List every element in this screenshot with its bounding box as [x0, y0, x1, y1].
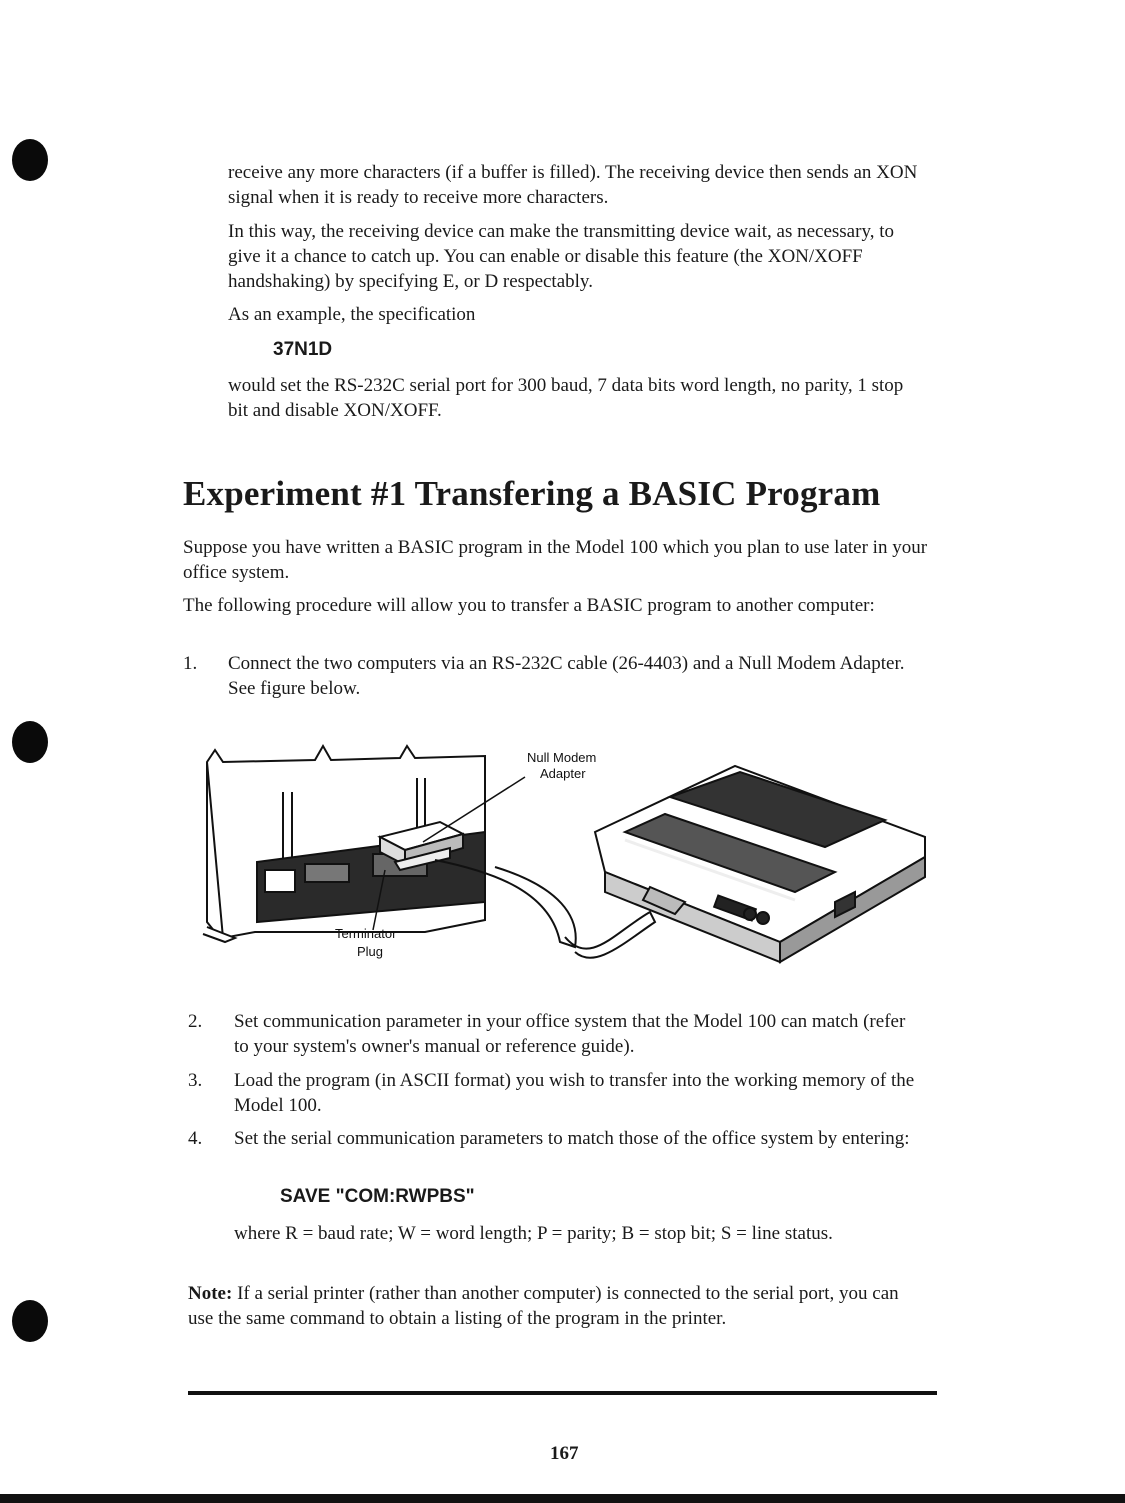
step-text: Set the serial communication parameters to match those of the office system by entering: [234, 1128, 910, 1149]
note-paragraph [188, 1281, 928, 1331]
step-number: 1. [183, 653, 198, 674]
where-text: where R = baud rate; W = word length; P = parity; B = stop bit; S = line status. [234, 1223, 833, 1244]
step-text: Set communication parameter in your office system that the Model 100 can match (refer to your system's owner's manual or reference guide). [234, 1011, 906, 1057]
section-paragraph-1: Suppose you have written a BASIC program in the Model 100 which you plan to use later in your office system. [183, 537, 928, 583]
label-plug: Plug [357, 944, 384, 959]
step-text: Load the program (in ASCII format) you wish to transfer into the working memory of the Model 100. [234, 1070, 915, 1116]
intro-paragraph-3: As an example, the specification [228, 304, 476, 325]
save-command: SAVE "COM:RWPBS" [280, 1186, 475, 1207]
intro-paragraph-1: receive any more characters (if a buffer is filled). The receiving device then sends an XON signal when it is ready to receive more characters. [228, 162, 918, 208]
intro-paragraph-4: would set the RS-232C serial port for 300 baud, 7 data bits word length, no parity, 1 stop bit and disable XON/XOFF. [228, 375, 904, 421]
note-text: If a serial printer (rather than another computer) is connected to the serial port, you can use the same command to obtain a listing of the program in the printer. [188, 1283, 899, 1329]
binder-hole [12, 721, 48, 763]
binder-hole [12, 1300, 48, 1342]
section-heading: Experiment #1 Transfering a BASIC Program [183, 474, 881, 513]
note-label: Note: [188, 1283, 233, 1304]
page-number: 167 [550, 1443, 579, 1464]
section-paragraph-2: The following procedure will allow you to transfer a BASIC program to another computer: [183, 595, 875, 616]
step-number: 4. [188, 1128, 203, 1149]
label-adapter: Adapter [540, 766, 586, 781]
step-number: 3. [188, 1070, 203, 1091]
label-null-modem: Null Modem [527, 750, 597, 765]
label-terminator: Terminator [335, 926, 397, 941]
binder-hole [12, 139, 48, 181]
footer-rule [188, 1391, 937, 1395]
example-code: 37N1D [273, 339, 333, 360]
scan-edge [0, 1494, 1125, 1503]
connection-figure [195, 742, 935, 972]
step-text: Connect the two computers via an RS-232C cable (26-4403) and a Null Modem Adapter. See figure below. [228, 653, 905, 699]
step-number: 2. [188, 1011, 203, 1032]
model-100-computer-illustration [595, 766, 925, 962]
intro-paragraph-2: In this way, the receiving device can make the transmitting device wait, as necessary, to give it a chance to catch up. You can enable or disable this feature (the XON/XOFF handshaking) by specifying E, or D respectably. [228, 221, 894, 292]
